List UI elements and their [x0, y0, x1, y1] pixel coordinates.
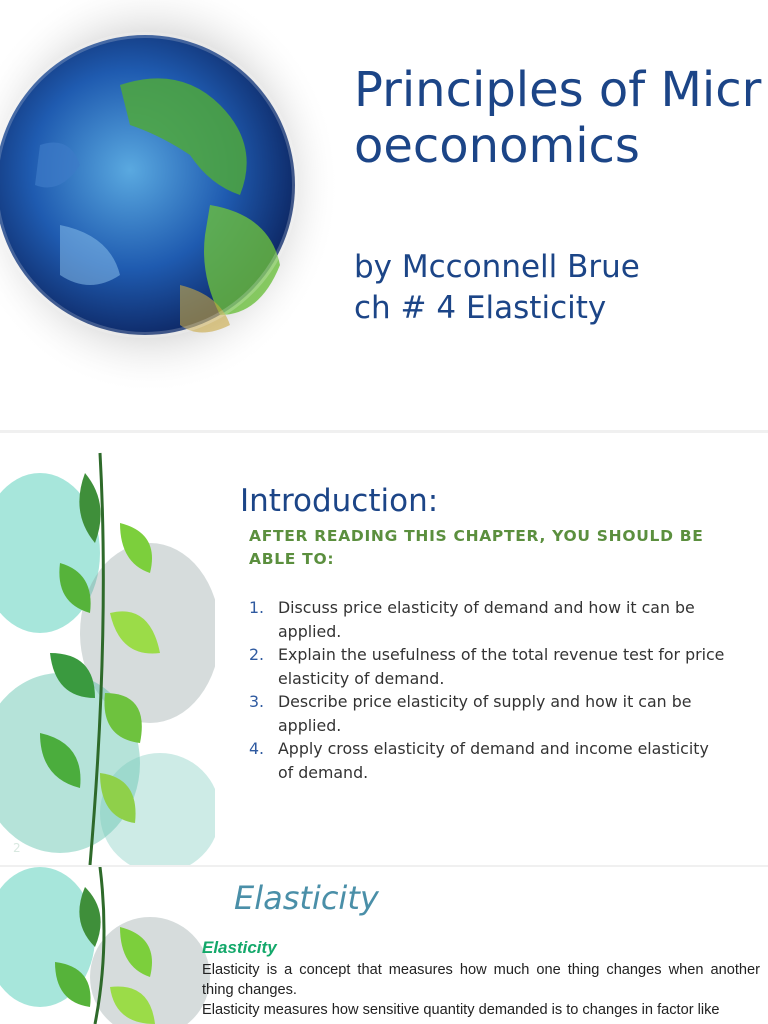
list-number: 1. — [249, 598, 265, 617]
list-text: Explain the usefulness of the total revenue test for price elasticity of demand. — [278, 645, 725, 688]
paragraph: Elasticity measures how sensitive quantity demanded is to changes in factor like — [202, 1002, 720, 1018]
list-number: 4. — [249, 739, 265, 758]
list-text: Discuss price elasticity of demand and how it can be applied. — [278, 598, 695, 641]
watercolor-leaves-image — [0, 433, 215, 865]
objectives-heading: AFTER READING THIS CHAPTER, YOU SHOULD BE ABLE TO: — [249, 527, 704, 568]
elasticity-subheading: Elasticity — [202, 938, 277, 957]
presentation-subtitle — [354, 247, 640, 329]
watercolor-globe-image — [0, 0, 360, 415]
presentation-title: Principles of Microeconomics — [354, 62, 762, 174]
page-number: 2 — [13, 841, 21, 855]
watercolor-leaves-image — [0, 867, 215, 1024]
slide-introduction — [0, 433, 768, 865]
list-item — [249, 690, 729, 737]
list-item — [249, 737, 729, 784]
list-number: 2. — [249, 645, 265, 664]
objectives-list — [249, 596, 729, 784]
slide-elasticity — [0, 867, 768, 1024]
list-item — [249, 596, 729, 643]
elasticity-body — [202, 960, 760, 1020]
chapter-line: ch # 4 Elasticity — [354, 290, 607, 326]
list-number: 3. — [249, 692, 265, 711]
introduction-heading: Introduction: — [240, 483, 439, 519]
list-item — [249, 643, 729, 690]
elasticity-heading: Elasticity — [234, 879, 379, 917]
list-text: Apply cross elasticity of demand and income elasticity of demand. — [278, 739, 709, 782]
author-line: by Mcconnell Brue — [354, 249, 640, 285]
slide-title — [0, 0, 768, 430]
paragraph: Elasticity is a concept that measures how much one thing changes when another thing changes. — [202, 962, 760, 998]
list-text: Describe price elasticity of supply and how it can be applied. — [278, 692, 692, 735]
